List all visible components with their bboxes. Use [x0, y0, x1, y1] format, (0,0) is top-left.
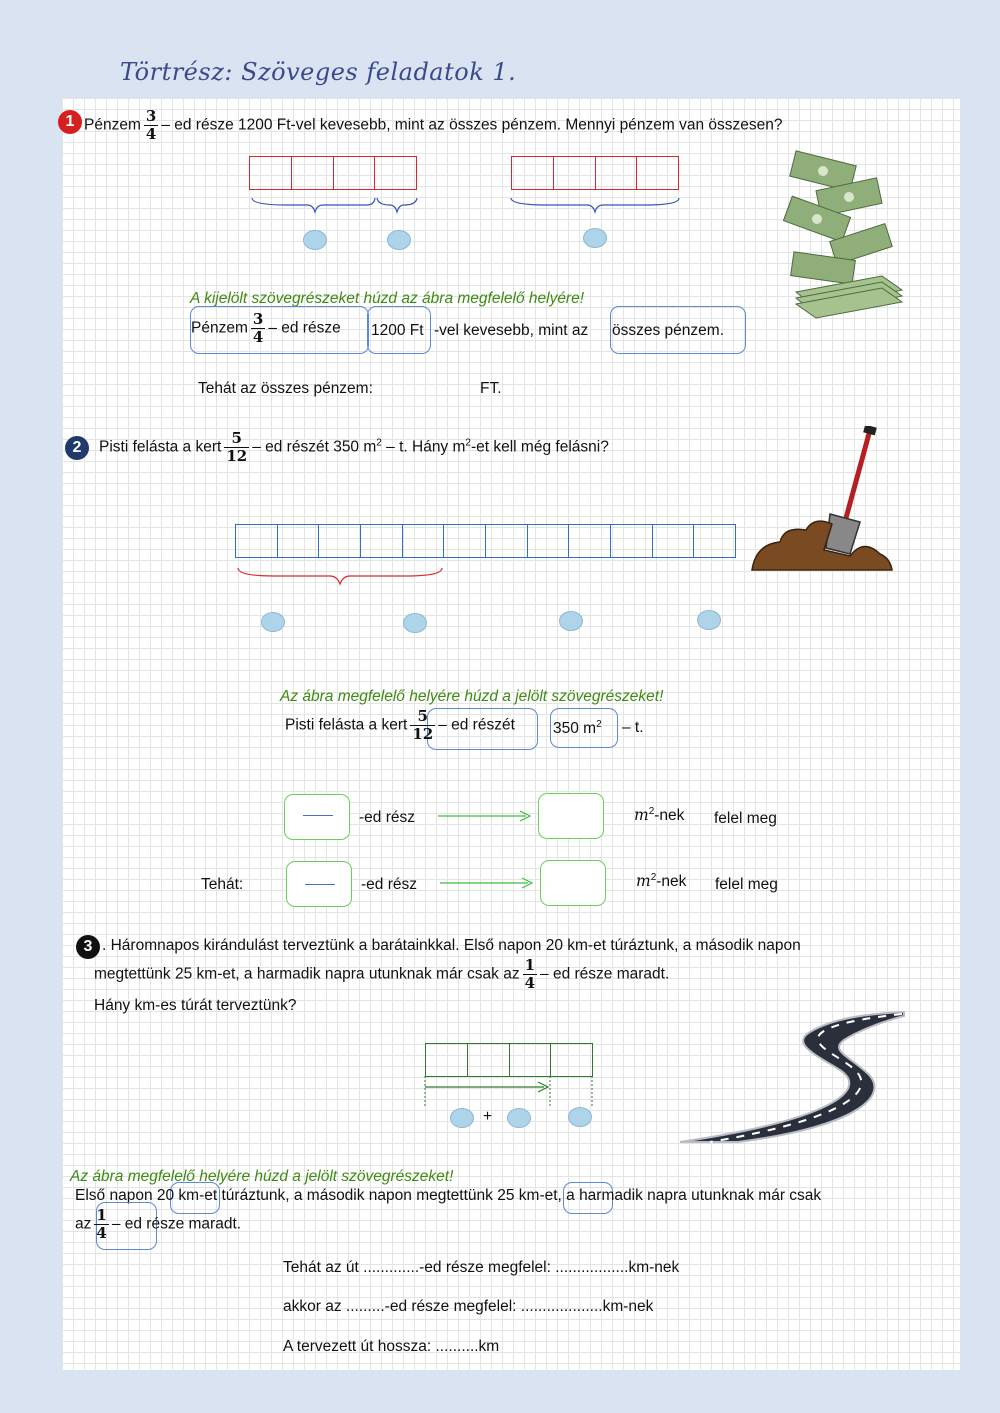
task1-bar-left: [249, 156, 417, 190]
road-illustration: [680, 1010, 906, 1144]
bar-cell: [485, 524, 527, 558]
task2-drop-target[interactable]: [403, 613, 427, 633]
task3-result-row2: akkor az .........-ed része megfelel: ...................km-nek: [283, 1298, 654, 1315]
task1-answer-unit: FT.: [480, 380, 502, 397]
task1-tag-1200-text: 1200 Ft: [371, 322, 424, 339]
task1-drop-target[interactable]: [387, 230, 411, 250]
money-pile-illustration: [778, 150, 908, 320]
task3-question-line3: Hány km-es túrát terveztünk?: [94, 997, 297, 1014]
task2-value-box-2[interactable]: [540, 860, 606, 906]
task2-row1-part: -ed rész: [359, 809, 415, 826]
task2-row1-unit: $m^2$-nek: [634, 806, 685, 825]
task1-sentence: Pénzem $\frac{3}{4}$ – ed része: [191, 310, 341, 346]
task2-row2-match: felel meg: [715, 876, 778, 893]
task2-row2-arrow: [440, 875, 536, 891]
task2-sentence-end: – t.: [622, 719, 644, 736]
bar-cell: [277, 524, 319, 558]
task1-number-badge: 1: [58, 110, 82, 134]
task2-row1-match: felel meg: [714, 810, 777, 827]
task2-row2-unit: $m^2$-nek: [636, 872, 687, 891]
task2-value-box-1[interactable]: [538, 793, 604, 839]
task3-bar: [425, 1043, 593, 1077]
task1-instruction: A kijelölt szövegrészeket húzd az ábra megfelelő helyére!: [190, 290, 585, 307]
task3-sentence-line1: Első napon 20 km-et túráztunk, a második napon megtettünk 25 km-et, a harmadik napra utunknak már csak: [75, 1187, 822, 1204]
task1-drop-target[interactable]: [303, 230, 327, 250]
task3-question-line2: megtettünk 25 km-et, a harmadik napra utunknak már csak az $\frac{1}{4}$ – ed része maradt.: [94, 956, 670, 992]
task2-question: Pisti felásta a kert $\frac{5}{12}$ – ed részét 350 $m^2$ – t. Hány $m^2-et$ kell még felásni?: [99, 429, 609, 465]
task3-plus: +: [483, 1108, 493, 1125]
page-title: Törtrész: Szöveges feladatok 1.: [120, 58, 517, 86]
bar-cell: [693, 524, 736, 558]
task3-number-badge: 3: [76, 935, 100, 959]
bar-cell: [652, 524, 694, 558]
task3-sentence-line2: az $\frac{1}{4}$ – ed része maradt.: [75, 1206, 242, 1242]
task2-instruction: Az ábra megfelelő helyére húzd a jelölt szövegrészeket!: [280, 688, 664, 705]
task3-question-line1: . Háromnapos kirándulást terveztünk a barátainkkal. Első napon 20 km-et túráztunk, a második napon: [102, 937, 801, 954]
task2-drop-target[interactable]: [697, 610, 721, 630]
task3-drop-target[interactable]: [568, 1107, 592, 1127]
task2-row2-part: -ed rész: [361, 876, 417, 893]
task3-arrow: [422, 1076, 598, 1110]
task1-sentence-mid: -vel kevesebb, mint az: [434, 322, 589, 339]
task1-tag-total-text: összes pénzem.: [612, 322, 724, 339]
task2-tag-area-text: 350 $m^2$: [553, 719, 602, 738]
bar-cell: [527, 524, 569, 558]
task1-bar-right: [511, 156, 679, 190]
task2-brace: [234, 566, 449, 588]
task3-result-row1: Tehát az út .............-ed része megfelel: .................km-nek: [283, 1259, 680, 1276]
task1-drop-target[interactable]: [583, 228, 607, 248]
bar-cell: [568, 524, 610, 558]
bar-cell: [443, 524, 485, 558]
bar-cell: [235, 524, 277, 558]
task3-drop-target[interactable]: [450, 1108, 474, 1128]
task2-drop-target[interactable]: [559, 611, 583, 631]
bar-cell: [318, 524, 360, 558]
task1-braces: [247, 196, 687, 218]
task2-number-badge: 2: [65, 436, 89, 460]
task2-fraction-box-2[interactable]: [286, 861, 352, 907]
task2-fraction-box-1[interactable]: [284, 794, 350, 840]
bar-cell: [402, 524, 444, 558]
task3-result-row3: A tervezett út hossza: ..........km: [283, 1338, 500, 1355]
task1-question: Pénzem $\frac{3}{4}$ – ed része 1200 Ft-vel kevesebb, mint az összes pénzem. Mennyi pénzem van összesen?: [84, 107, 783, 143]
task1-answer-label: Tehát az összes pénzem:: [198, 380, 373, 397]
task2-drop-target[interactable]: [261, 612, 285, 632]
task2-row1-arrow: [438, 808, 534, 824]
task2-tehat: Tehát:: [201, 876, 244, 893]
bar-cell: [610, 524, 652, 558]
task2-sentence: Pisti felásta a kert $\frac{5}{12}$ – ed részét: [285, 707, 515, 743]
task3-drop-target[interactable]: [507, 1108, 531, 1128]
task2-bar-twelve-parts: [235, 524, 736, 558]
shovel-illustration: [750, 426, 895, 572]
task3-instruction: Az ábra megfelelő helyére húzd a jelölt szövegrészeket!: [70, 1168, 454, 1185]
bar-cell: [360, 524, 402, 558]
worksheet: [62, 98, 960, 1370]
